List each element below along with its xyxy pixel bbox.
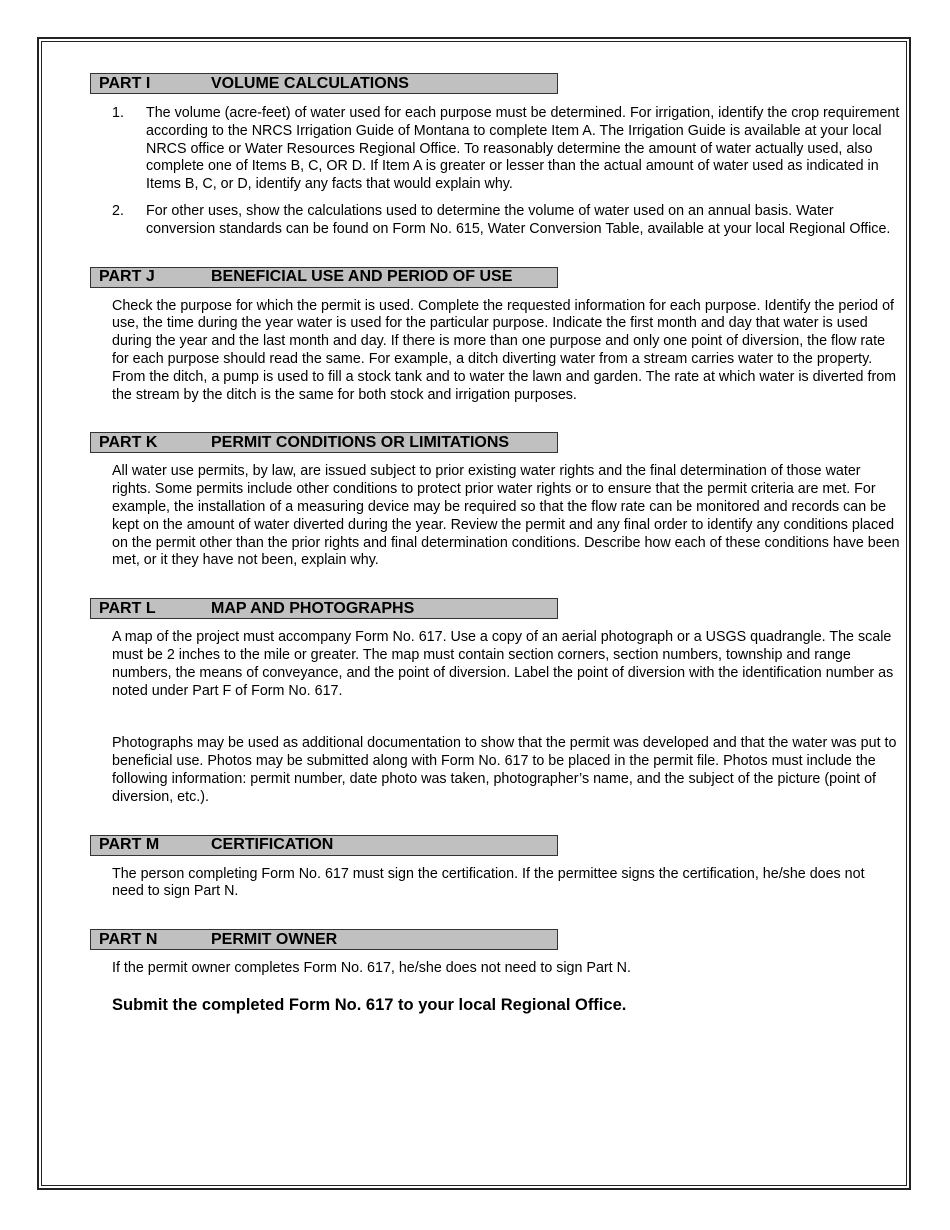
- section-title: CERTIFICATION: [211, 836, 334, 854]
- list-item: [112, 203, 900, 239]
- section-header-part-l: [90, 598, 558, 619]
- part-n-text: If the permit owner completes Form No. 617, he/she does not need to sign Part N.: [112, 960, 631, 977]
- part-k-text: All water use permits, by law, are issued subject to prior existing water rights and the final determination of those water rights. Some permits include other conditions to protect prior water rights or to ensure that the permit criteria are met. For example, the installation of a measuring device may be required so that the flow rate can be monitored and records can be kept on the amount of water diverted during the year. Review the permit and any final order to identify any conditions placed on the permit other than the prior rights and final determination conditions. Describe how each of these conditions have been met, or it they have not been, explain why.: [112, 463, 900, 569]
- part-l-photo-text: Photographs may be used as additional documentation to show that the permit was developed and that the water was put to beneficial use. Photos may be submitted along with Form No. 617 to be placed in the permit file. Photos must include the following information: permit number, date photo was taken, photographer’s name, and the subject of the picture (point of diversion, etc.).: [112, 735, 897, 805]
- part-i-list: [90, 105, 900, 239]
- part-label: PART L: [99, 599, 156, 617]
- part-l-map-text: A map of the project must accompany Form No. 617. Use a copy of an aerial photograph or a USGS quadrangle. The scale must be 2 inches to the mile or greater. The map must contain section corners, section numbers, township and range numbers, the means of conveyance, and the point of diversion. Label the point of diversion with the identification number as noted under Part F of Form No. 617.: [112, 629, 894, 699]
- list-text: For other uses, show the calculations used to determine the volume of water used on an annual basis. Water conversion standards can be found on Form No. 615, Water Conversion Table, available at your local Regional Office.: [146, 202, 891, 237]
- part-m-text: The person completing Form No. 617 must sign the certification. If the permittee signs the certification, he/she does not need to sign Part N.: [112, 865, 865, 900]
- part-j-text: Check the purpose for which the permit is used. Complete the requested information for each purpose. Identify the period of use, the time during the year water is used for the particular purpose. Indicate the first month and day that water is used during the year and the last month and day. If there is more than one purpose and only one point of diversion, the flow rate for each purpose should read the same. For example, a ditch diverting water from a stream carries water to the property. From the ditch, a pump is used to fill a stock tank and to water the lawn and garden. The rate at which water is diverted from the stream by the ditch is the same for both stock and irrigation purposes.: [112, 297, 897, 403]
- section-title: PERMIT CONDITIONS OR LIMITATIONS: [211, 433, 510, 451]
- document-content: [90, 73, 900, 1015]
- section-title: PERMIT OWNER: [211, 930, 338, 948]
- part-label: PART K: [99, 433, 158, 451]
- section-title: MAP AND PHOTOGRAPHS: [211, 599, 415, 617]
- list-number: 2.: [112, 202, 124, 219]
- list-item: [112, 105, 900, 194]
- section-title: BENEFICIAL USE AND PERIOD OF USE: [211, 268, 513, 286]
- list-number: 1.: [112, 105, 124, 121]
- part-label: PART N: [99, 930, 158, 948]
- section-header-part-n: [90, 929, 558, 950]
- section-header-part-j: [90, 267, 558, 288]
- section-header-part-k: [90, 432, 558, 453]
- part-label: PART M: [99, 836, 160, 854]
- list-text: The volume (acre-feet) of water used for each purpose must be determined. For irrigation, identify the crop requirement according to the NRCS Irrigation Guide of Montana to complete Item A. The Irrigation Guide is available at your local NRCS office or Water Resources Regional Office. To reasonably determine the amount of water actually used, also complete one of Items B, C, OR D. If Item A is greater or lesser than the actual amount of water used as indicated in Items B, C, or D, identify any facts that would explain why.: [146, 105, 900, 193]
- section-header-part-i: [90, 73, 558, 94]
- section-title: VOLUME CALCULATIONS: [211, 74, 409, 92]
- section-header-part-m: [90, 835, 558, 856]
- part-label: PART I: [99, 74, 151, 92]
- submit-instruction: Submit the completed Form No. 617 to your local Regional Office.: [112, 995, 627, 1014]
- part-label: PART J: [99, 268, 155, 286]
